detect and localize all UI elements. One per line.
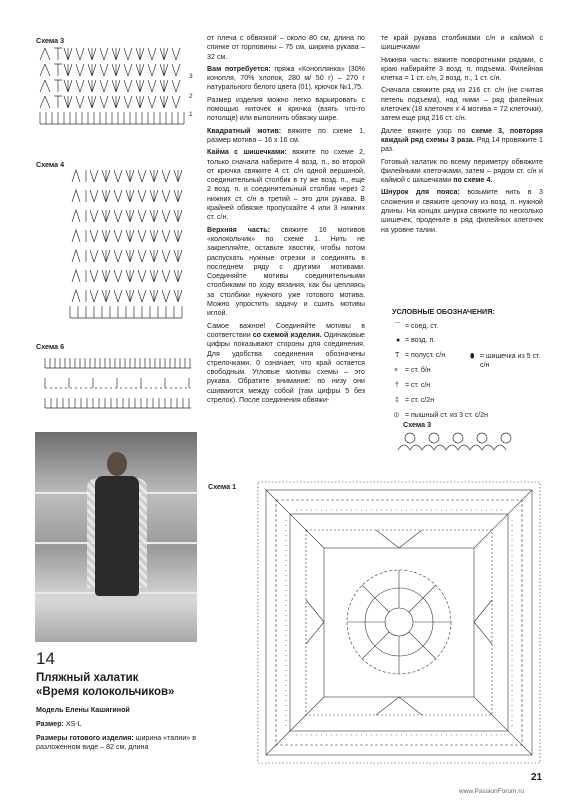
top-part-text: свяжите 16 мотивов «колокольчик» по схеме 1. Нить не закрепляйте, оставьте хвостик, чтобы потом распускать нужные отрезки и соединять в последнем ряду с другими мотивами. Соединяйте мотивы соединительными столбиками по ходу вязания, как бы цепляясь за столбики нужного уже готового мотива. Можно упростить задачу и сшить мотивы иглой. <box>207 225 365 318</box>
pattern-text-b: Ряд 14 провяжите 1 раз. <box>381 135 543 154</box>
size-label: Размер: <box>36 720 64 728</box>
scheme-3-small-label: Схема 3 <box>403 420 432 429</box>
col2-para-3 <box>207 127 365 146</box>
slip-stitch-icon: ⌒ <box>394 323 401 330</box>
puff-stitch-icon: ⦶ <box>394 412 400 419</box>
col2-para-1 <box>207 65 365 93</box>
article-dimensions <box>36 734 196 753</box>
legend-slip-stitch: = соед. ст. <box>405 323 439 330</box>
col3-para-0: те край рукава столбиками с/н и каймой с шишечками <box>381 34 543 52</box>
watermark: www.PassionForum.ru <box>459 788 525 795</box>
scheme-1-motif-chart <box>256 480 542 765</box>
important-text-a: Самое важное! Соединяйте мотивы в соответствии <box>207 321 365 339</box>
edging-label: Кайма с шишечками: <box>207 148 287 157</box>
scheme-3-row-1: 1 <box>189 111 193 118</box>
dims-value: ширина «талии» в разложенном виде – 82 см, длина <box>36 734 196 752</box>
bobble-icon: ⬮ <box>470 353 475 360</box>
col2-para-2: Размер изделия можно легко варьировать с помощью ниточек и крючка (взять что-то потолще) или выполнить обвязку шире. <box>207 95 365 123</box>
scheme-4-label: Схема 4 <box>36 160 65 169</box>
col2-para-5 <box>207 226 365 319</box>
legend-chain: = возд. п. <box>405 337 436 344</box>
legend-single-crochet: = ст. б/н <box>405 367 431 374</box>
col2-para-6 <box>207 322 365 406</box>
legend-puff-stitch: = пышный ст. из 3 ст. с/2н <box>405 412 488 419</box>
col3-para-1: Нижняя часть: вяжите поворотными рядами, с краю набирайте 3 возд. п. подъема. Филейная клетка = 1 ст. с/н, 2 возд. п., 1 ст. с/н. <box>381 55 543 83</box>
materials-text: пряжа «Коноплянка» (30% конопля, 70% хлопок, 280 м/ 50 г) – 270 г натурального белого цвета (01), крючок №1,75. <box>207 64 365 92</box>
single-crochet-icon: × <box>394 367 399 374</box>
edging-text: вяжите по схеме 2, только сначала наберите 4 возд. п., во второй от крючка свяжите 4 ст. с/н одной вершиной, соединительный столбик в ту же возд. п., еще 2 возд. п. и соединительный столбик через 2 нижних ст. с/н в третий – это для рукава. В крайней обвязке пропускайте 4 или 3 нижних ст. с/н. <box>207 148 365 222</box>
important-text-b: Одинаковые цифры показывают стороны для соединения. Для удобства соединения обозначены стрелочками. 0 означает, что край остается свободным. Угловые мотивы схемы – это рукава. Обратите внимание: по низу они сшиваются между собой (там цифры 5 без стрелок). После соединения обвяжи- <box>207 330 365 404</box>
article-title-line-1: Пляжный халатик <box>36 672 139 684</box>
scheme-6-chart <box>45 356 195 412</box>
scheme-3-row-2: 2 <box>189 93 193 100</box>
article-size <box>36 720 82 729</box>
materials-label: Вам потребуется: <box>207 64 271 73</box>
legend-title: УСЛОВНЫЕ ОБОЗНАЧЕНИЯ: <box>392 307 495 316</box>
legend-bobble: = шишечка из 5 ст. с/н <box>480 353 541 369</box>
scheme-3-row-3: 3 <box>189 73 193 80</box>
col3-para-5 <box>381 188 543 234</box>
finish-text-a: Готовый халатик по всему периметру обвяжите филейными клеточками, затем – рядом ст. с/н и каймой с шишечками <box>381 157 543 185</box>
motif-text: вяжите по схеме 1, размер мотива – 16 х 16 см. <box>207 126 365 144</box>
scheme-3-chart <box>40 46 190 126</box>
article-author: Модель Елены Кашигиной <box>36 706 130 714</box>
article-number: 14 <box>36 649 55 668</box>
model-photo <box>35 432 197 642</box>
motif-label: Квадратный мотив: <box>207 126 282 135</box>
col3-para-4 <box>381 158 543 186</box>
treble-crochet-icon: ‡ <box>395 397 399 404</box>
scheme-1-label: Схема 1 <box>208 482 237 491</box>
col3-para-3 <box>381 127 543 155</box>
page-number: 21 <box>531 772 543 783</box>
pattern-bold: схеме 3, повторяя каждый ряд схемы 3 раза. <box>381 126 543 144</box>
column-2-text <box>207 34 365 408</box>
scheme-3-label: Схема 3 <box>36 36 65 45</box>
scheme-6-label: Схема 6 <box>36 342 65 351</box>
finish-bold: по схеме 4. <box>453 176 493 185</box>
double-crochet-icon: † <box>395 382 399 389</box>
col2-para-0: от плеча с обвязкой – около 80 см, длина по спинке от горловины – 75 см, ширина рукава – 32 см. <box>207 34 365 61</box>
important-bold: со схемой изделия. <box>252 330 322 339</box>
col3-para-2: Сначала свяжите ряд из 216 ст. с/н (не считая петель подъема), над ними – ряд филейных клеточек (18 клеточек х 4 мотива = 72 клеточки), затем еще ряд 216 ст. с/н. <box>381 86 543 123</box>
dims-label: Размеры готового изделия: <box>36 734 134 742</box>
col2-para-4 <box>207 148 365 222</box>
scheme-3-bobble-chart <box>398 430 518 454</box>
column-3-text <box>381 34 543 238</box>
size-value: XS-L <box>63 720 82 728</box>
article-title-line-2: «Время колокольчиков» <box>36 686 175 698</box>
legend-double-crochet: = ст. с/н <box>405 382 431 389</box>
top-part-label: Верхняя часть: <box>207 225 270 234</box>
legend-treble-crochet: = ст. с/2н <box>405 397 435 404</box>
belt-text: возьмите нить в 3 сложения и свяжите цепочку из возд. п. нужной длины. На концах шнурка свяжите по несколько шишечек, проденьте в ряд филейных клеточек на уровне талии. <box>381 188 543 234</box>
chain-icon: ● <box>396 337 401 344</box>
half-double-icon: T <box>395 352 400 359</box>
belt-label: Шнурок для пояса: <box>381 188 460 197</box>
legend-half-double: = полуст. с/н <box>405 352 446 359</box>
pattern-text-a: Далее вяжите узор по <box>381 126 472 135</box>
scheme-4-chart <box>70 168 188 336</box>
